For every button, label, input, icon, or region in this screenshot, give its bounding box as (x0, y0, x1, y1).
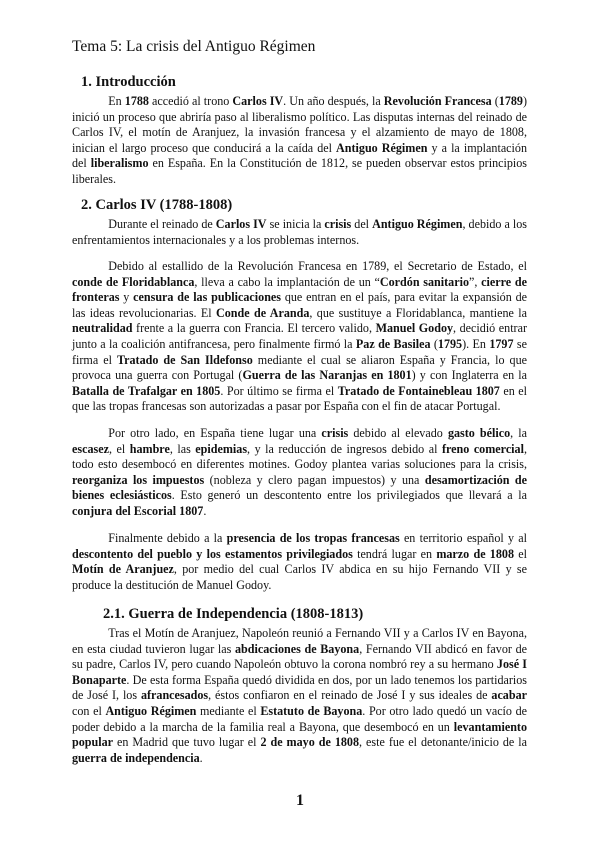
paragraph-carlos-iv-4: Finalmente debido a la presencia de los tropas francesas en territorio español y al descontento del pueblo y los estamentos privilegiados tendrá lugar en marzo de 1808 el Motín de Aranjuez, por medio del cual Carlos IV abdica en su hijo Fernando VII y se produce la destitución de Manuel Godoy. (72, 531, 528, 592)
section-heading-carlos-iv: 2. Carlos IV (1788-1808) (81, 197, 233, 213)
paragraph-guerra-independencia: Tras el Motín de Aranjuez, Napoleón reunió a Fernando VII y a Carlos IV en Bayona, en esta ciudad tuvieron lugar las abdicaciones de Bayona, Fernando VII abdicó en favor de su padre, Carlos IV, pero cuando Napoleón obtuvo la corona nombró rey a su hermano José I Bonaparte. De esta forma España quedó dividida en dos, por un lado tenemos los partidarios de José I, los afrancesados, éstos confiaron en el reinado de José I y sus ideales de acabar con el Antiguo Régimen mediante el Estatuto de Bayona. Por otro lado quedó un vacío de poder debido a la marcha de la familia real a Bayona, que desembocó en un levantamiento popular en Madrid que tuvo lugar el 2 de mayo de 1808, este fue el detonante/inicio de la guerra de independencia. (72, 626, 528, 765)
section-heading-introduccion: 1. Introducción (81, 74, 176, 90)
paragraph-carlos-iv-1: Durante el reinado de Carlos IV se inicia la crisis del Antiguo Régimen, debido a los enfrentamientos internacionales y a los problemas internos. (72, 217, 528, 247)
paragraph-carlos-iv-3: Por otro lado, en España tiene lugar una crisis debido al elevado gasto bélico, la escasez, el hambre, las epidemias, y la reducción de ingresos debido al freno comercial, todo esto desembocó en diferentes motines. Godoy plantea varias soluciones para la crisis, reorganiza los impuestos (nobleza y clero pagan impuestos) y una desamortización de bienes eclesiásticos. Esto generó un descontento entre los privilegiados que llevará a la conjura del Escorial 1807. (72, 426, 528, 518)
paragraph-carlos-iv-2: Debido al estallido de la Revolución Francesa en 1789, el Secretario de Estado, el conde de Floridablanca, lleva a cabo la implantación de un “Cordón sanitario”, cierre de fronteras y censura de las publicaciones que entran en el país, para evitar la expansión de las ideas revolucionarias. El Conde de Aranda, que sustituye a Floridablanca, mantiene la neutralidad frente a la guerra con Francia. El tercero valido, Manuel Godoy, decidió entrar junto a la coalición antifrancesa, pero finalmente firmó la Paz de Basilea (1795). En 1797 se firma el Tratado de San Ildefonso mediante el cual se aliaron España y Francia, lo que provoca una guerra con Portugal (Guerra de las Naranjas en 1801) y con Inglaterra en la Batalla de Trafalgar en 1805. Por último se firma el Tratado de Fontainebleau 1807 en el que las tropas francesas son autorizadas a pasar por España con el fin de atacar Portugal. (72, 259, 528, 414)
paragraph-introduccion: En 1788 accedió al trono Carlos IV. Un año después, la Revolución Francesa (1789) inició un proceso que abriría paso al liberalismo político. Las disputas internas del reinado de Carlos IV, el motín de Aranjuez, la invasión francesa y el alzamiento de mayo de 1808, inician el largo proceso que conducirá a la caída del Antiguo Régimen y a la implantación del liberalismo en España. En la Constitución de 1812, se pueden observar estos principios liberales. (72, 94, 528, 186)
page-number: 1 (296, 792, 304, 809)
document-title: Tema 5: La crisis del Antiguo Régimen (72, 38, 316, 55)
section-heading-guerra-independencia: 2.1. Guerra de Independencia (1808-1813) (103, 606, 364, 622)
